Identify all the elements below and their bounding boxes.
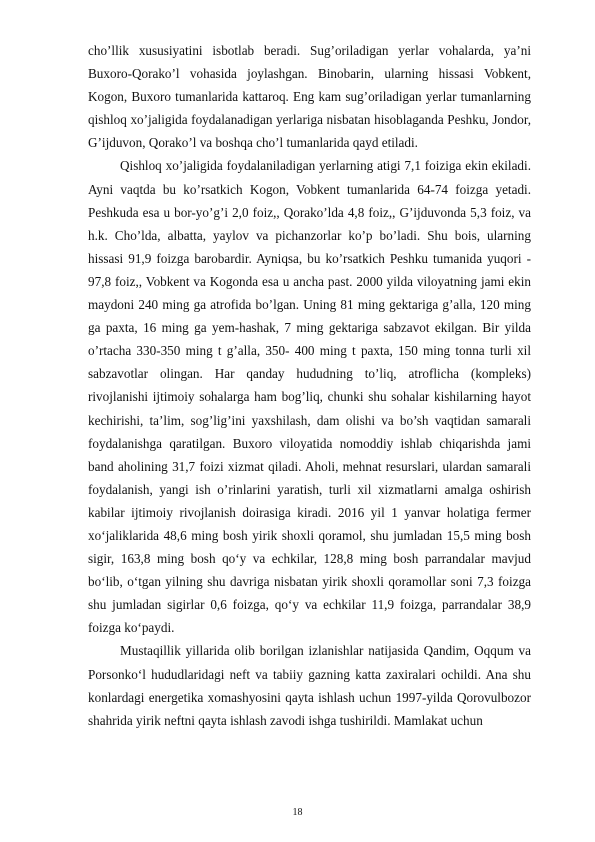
page-number: 18 [292,807,303,818]
paragraph-2: Qishloq xo’jaligida foydalaniladigan yerlarning atigi 7,1 foiziga ekin ekiladi. Ayni vaqtda bu ko’rsatkich Kogon, Vobkent tumanlarida 64-74 foizga yetadi. Peshkuda esa u bor-yo’g’i 2,0 foiz,, Qorako’lda 4,8 foiz,, G’ijduvonda 5,3 foiz, va h.k. Cho’lda, albatta, yaylov va pichanzorlar ko’p bo’ladi. Shu bois, ularning hissasi 91,9 foizga barobardir. Ayniqsa, bu ko’rsatkich Peshku tumanida yuqori - 97,8 foiz,, Vobkent va Kogonda esa u ancha past. 2000 yilda viloyatning jami ekin maydoni 240 ming ga atrofida bo’lgan. Uning 81 ming gektariga g’alla, 120 ming ga paxta, 16 ming ga yem-hashak, 7 ming gektariga sabzavot ekilgan. Bir yilda o’rtacha 330-350 ming t g’alla, 350- 400 ming t paxta, 150 ming tonna turli xil sabzavotlar olingan. Har qanday hududning to’liq, atroflicha (kompleks) rivojlanishi ijtimoiy sohalarga ham bog’liq, chunki shu sohalar kishilarning hayot kechirishi, ta’lim, sog’lig’ini yaxshilash, dam olishi va bo’sh vaqtidan samarali foydalanishga qaratilgan. Buxoro viloyatida nomoddiy ishlab chiqarishda jami band aholining 31,7 foizi xizmat qiladi. Aholi, mehnat resurslari, ulardan samarali foydalanish, yangi ish o’rinlarini yaratish, turli xil xizmatlarni amalga oshirish kabilar ijtimoiy rivojlanish doirasiga kiradi. 2016 yil 1 yanvar holatiga fermer xo‘jaliklarida 48,6 ming bosh yirik shoxli qoramol, shu jumladan 15,5 ming bosh sigir, 163,8 ming bosh qo‘y va echkilar, 128,8 ming bosh parrandalar mavjud bo‘lib, o‘tgan yilning shu davriga nisbatan yirik shoxli qoramollar soni 7,3 foizga shu jumladan sigirlar 0,6 foizga, qo‘y va echkilar 11,9 foizga, parrandalar 38,9 foizga ko‘paydi. [88,158,531,636]
paragraph-3: Mustaqillik yillarida olib borilgan izlanishlar natijasida Qandim, Oqqum va Porsonko‘l hududlaridagi neft va tabiiy gazning katta zaxiralari ochildi. Ana shu konlardagi energetika xomashyosini qayta ishlash uchun 1997-yilda Qorovulbozor shahrida yirik neftni qayta ishlash zavodi ishga tushirildi. Mamlakat uchun [88,643,531,728]
document-body [88,39,531,732]
paragraph-1: cho’llik xususiyatini isbotlab beradi. Sug’oriladigan yerlar vohalarda, ya’ni Buxoro-Qorako’l vohasida joylashgan. Binobarin, ularning hissasi Vobkent, Kogon, Buxoro tumanlarida kattaroq. Eng kam sug’oriladigan yerlar tumanlarning qishloq xo’jaligida foydalanadigan yerlariga nisbatan hisoblaganda Peshku, Jondor, G’ijduvon, Qorako’l va boshqa cho’l tumanlarida qayd etiladi. [88,43,531,151]
